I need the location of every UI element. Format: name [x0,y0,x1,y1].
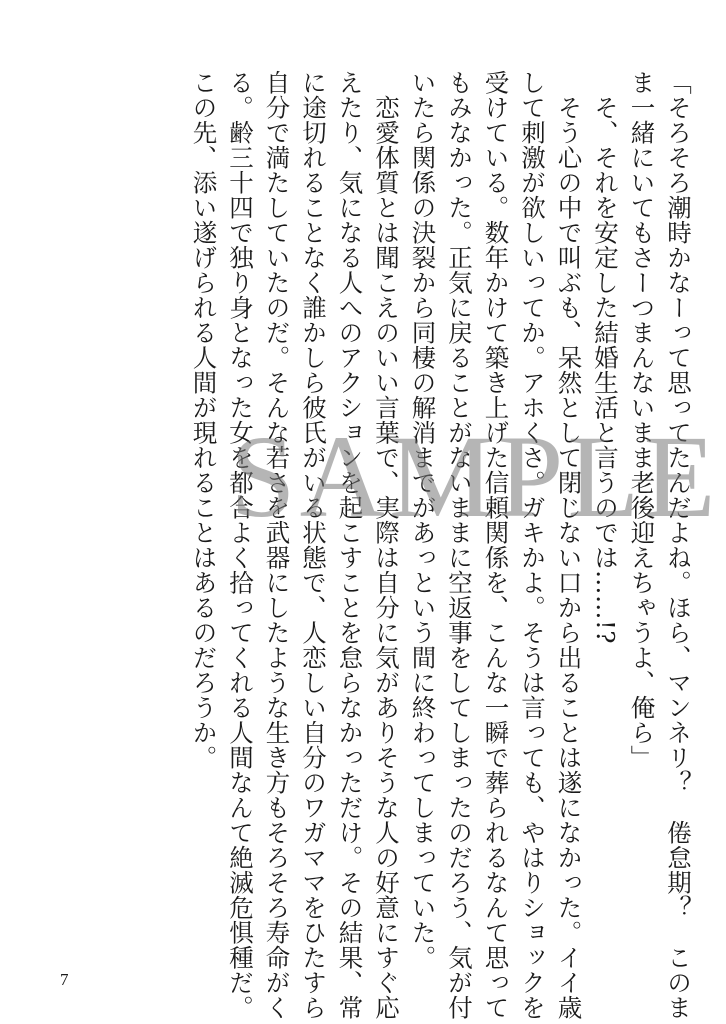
sample-watermark: SAMPLE [230,411,720,542]
text-line: る。齢三十四で独り身となった女を都合よく拾ってくれる人間なんて絶滅危惧種だ。 [226,70,255,1020]
text-line: いたら関係の決裂から同棲の解消までがあっという間に終わってしまっていた。 [408,70,438,970]
text-line: えたり、気になる人へのアクションを起こすことを怠らなかっただけ。その結果、常 [335,70,365,1020]
text-line: 受けている。数年かけて築き上げた信頼関係を、こんな一瞬で葬られるなんて思って [481,70,511,1020]
text-line: 自分で満たしていたのだ。そんな若さを武器にしたような生き方もそろそろ寿命がく [262,70,292,1020]
page-number: 7 [60,970,69,989]
text-line: 「そろそろ潮時かなーって思ってたんだよね。ほら、マンネリ？ 倦怠期？ このま [664,70,693,1020]
text-line: ま一緒にいてもさーつまんないまま老後迎えちゃうよ、俺ら」 [627,70,657,770]
text-line: 恋愛体質とは聞こえのいい言葉で、実際は自分に気がありそうな人の好意にすぐ応 [372,94,401,1020]
text-line: そ、それを安定した結婚生活と言うのでは……!? [591,94,620,644]
vertical-text-body [185,70,696,1020]
text-line: もみなかった。正気に戻ることがないままに空返事をしてしまったのだろう、気が付 [445,70,474,1020]
text-line: この先、添い遂げられる人間が現れることはあるのだろうか。 [189,70,219,770]
text-line: そう心の中で叫ぶも、呆然として閉じない口から出ることは遂になかった。イイ歳 [554,94,584,1020]
text-line: に途切れることなく誰かしら彼氏がいる状態で、人恋しい自分のワガママをひたすら [299,70,328,1020]
text-line: して刺激が欲しいってか。アホくさ。ガキかよ。そうは言っても、やはりショックを [518,70,547,1020]
